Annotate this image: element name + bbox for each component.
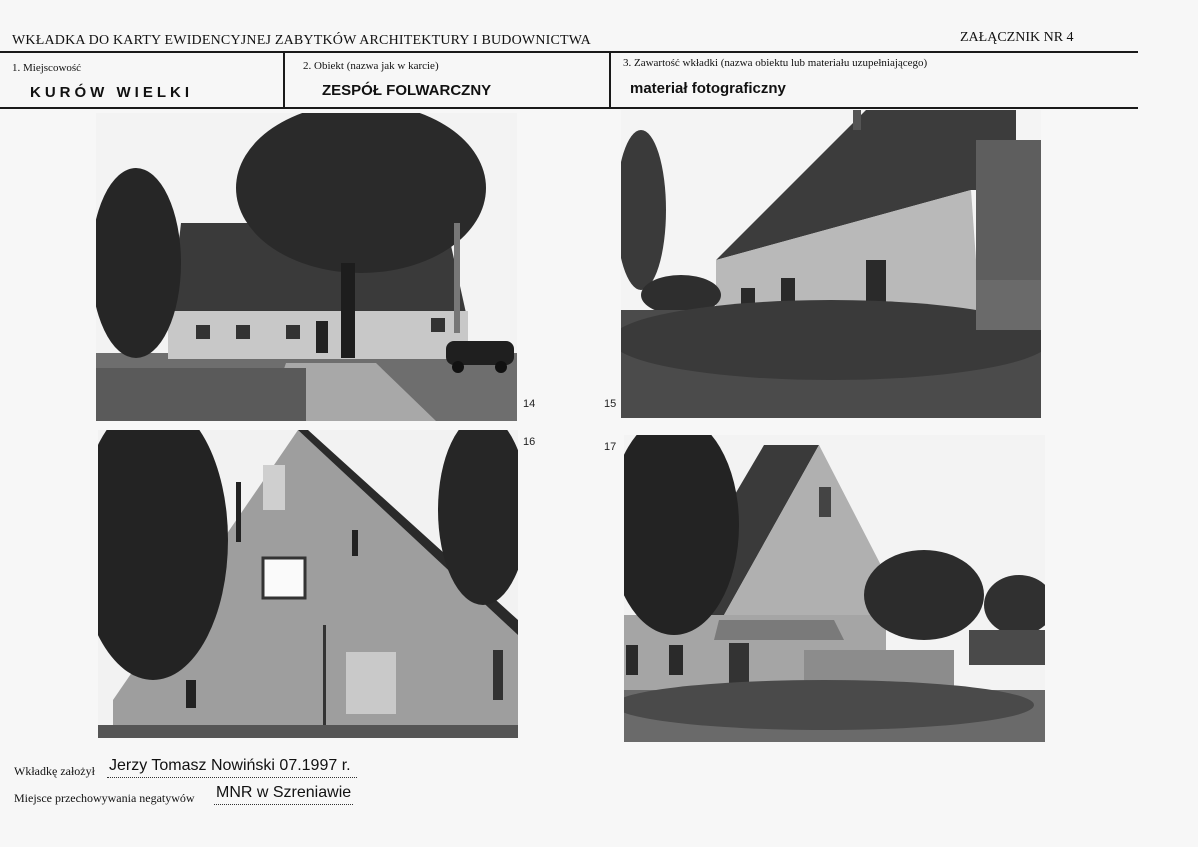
founder-value: Jerzy Tomasz Nowiński 07.1997 r. bbox=[107, 757, 357, 778]
photo-14-image bbox=[96, 113, 517, 421]
header-divider-2 bbox=[609, 53, 611, 109]
header-top-rule bbox=[0, 51, 1138, 53]
content-label: 3. Zawartość wkładki (nazwa obiektu lub materiału uzupełniającego) bbox=[623, 57, 928, 69]
photo-15 bbox=[621, 110, 1041, 418]
photo-number-14: 14 bbox=[523, 398, 536, 410]
photo-17 bbox=[624, 435, 1045, 742]
header-bottom-rule bbox=[0, 107, 1138, 109]
form-title: WKŁADKA DO KARTY EWIDENCYJNEJ ZABYTKÓW ARCHITEKTURY I BUDOWNICTWA bbox=[12, 33, 591, 48]
object-value: ZESPÓŁ FOLWARCZNY bbox=[322, 82, 492, 99]
header-divider-1 bbox=[283, 53, 285, 109]
locality-label: 1. Miejscowość bbox=[12, 62, 82, 74]
content-value: materiał fotograficzny bbox=[630, 80, 786, 97]
photo-14 bbox=[96, 113, 517, 421]
founder-label: Wkładkę założył bbox=[14, 764, 95, 778]
photo-16 bbox=[98, 430, 518, 738]
photo-number-16: 16 bbox=[523, 436, 536, 448]
photo-15-image bbox=[621, 110, 1041, 418]
storage-value: MNR w Szreniawie bbox=[214, 784, 353, 805]
storage-label: Miejsce przechowywania negatywów bbox=[14, 791, 195, 805]
photo-number-17: 17 bbox=[604, 441, 617, 453]
photo-17-image bbox=[624, 435, 1045, 742]
locality-value: KURÓW WIELKI bbox=[30, 84, 193, 101]
object-label: 2. Obiekt (nazwa jak w karcie) bbox=[303, 60, 439, 72]
photo-16-image bbox=[98, 430, 518, 738]
annex-number: ZAŁĄCZNIK NR 4 bbox=[960, 30, 1074, 45]
photo-number-15: 15 bbox=[604, 398, 617, 410]
